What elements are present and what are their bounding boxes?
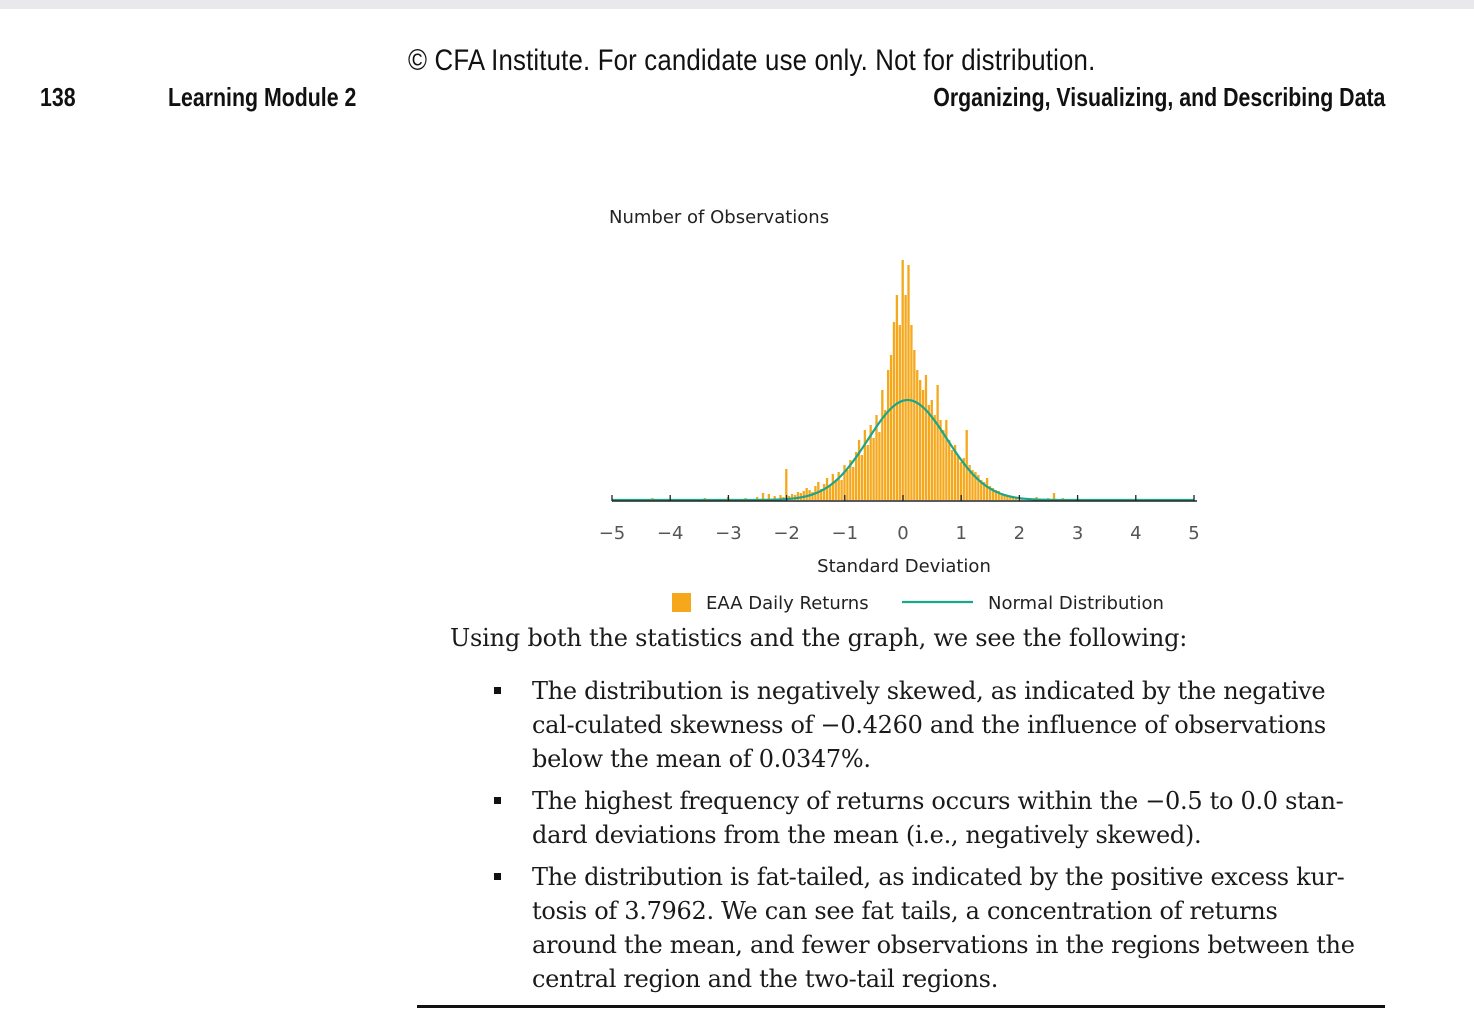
histogram-bar — [861, 455, 863, 500]
histogram-bar — [951, 450, 953, 500]
histogram-bar — [852, 467, 854, 500]
histogram-bars — [640, 260, 1090, 500]
histogram-bar — [945, 420, 947, 500]
legend-label-eaa: EAA Daily Returns — [706, 593, 869, 614]
bullet-square-icon — [494, 873, 501, 880]
intro-paragraph: Using both the statistics and the graph, we see the following: — [450, 624, 1188, 652]
finding-text: The highest frequency of returns occurs within the −0.5 to 0.0 stan-dard deviations from the mean (i.e., negatively skewed). — [532, 787, 1344, 849]
histogram-bar — [884, 410, 886, 500]
histogram-bar — [806, 488, 808, 500]
x-tick-label: −2 — [773, 523, 800, 544]
histogram-bar — [942, 430, 944, 500]
histogram-bar — [890, 355, 892, 500]
x-tick-label: 5 — [1188, 523, 1200, 544]
finding-skewness — [492, 674, 1362, 776]
x-tick-label: 1 — [955, 523, 967, 544]
histogram-bar — [872, 438, 874, 500]
histogram-bar — [925, 375, 927, 500]
histogram-bar — [936, 385, 938, 500]
finding-text: The distribution is negatively skewed, as indicated by the negative cal-culated skewness of −0.4260 and the influence of observations below the mean of 0.0347%. — [532, 677, 1326, 773]
x-tick-label: −3 — [715, 523, 742, 544]
histogram-bar — [858, 440, 860, 500]
y-axis-label: Number of Observations — [609, 207, 830, 228]
histogram-bar — [835, 481, 837, 500]
histogram-bar — [887, 370, 889, 500]
histogram-bar — [840, 480, 842, 500]
finding-text: The distribution is fat-tailed, as indicated by the positive excess kur-tosis of 3.7962. We can see fat tails, a concentration of returns around the mean, and fewer observations in the regions between the central region and the two-tail regions. — [532, 863, 1355, 993]
histogram-bar — [919, 380, 921, 500]
histogram-bar — [928, 405, 930, 500]
page-bottom-rule — [417, 1005, 1385, 1008]
histogram-bar — [896, 295, 898, 500]
x-tick-label: −5 — [598, 523, 626, 544]
x-tick-label: 2 — [1013, 523, 1026, 544]
x-tick-label: −4 — [656, 523, 684, 544]
histogram-bar — [846, 470, 848, 500]
bullet-square-icon — [494, 687, 501, 694]
histogram-bar — [957, 455, 959, 500]
histogram-bar — [881, 390, 883, 500]
histogram-bar — [910, 325, 912, 500]
x-tick-label: −1 — [831, 523, 859, 544]
histogram-bar — [893, 322, 895, 500]
histogram-bar — [829, 486, 831, 500]
legend-label-normal: Normal Distribution — [988, 593, 1164, 614]
histogram-bar — [913, 350, 915, 500]
x-axis-label: Standard Deviation — [817, 556, 991, 577]
page-number: 138 — [40, 82, 76, 112]
histogram-bar — [878, 432, 880, 500]
histogram-bar — [902, 260, 904, 500]
histogram-bar — [907, 265, 909, 500]
histogram-bar — [867, 445, 869, 500]
x-tick-label: 4 — [1130, 523, 1142, 544]
x-axis-tick-labels — [599, 523, 1200, 544]
copyright-notice: © CFA Institute. For candidate use only. Not for distribution. — [408, 44, 1096, 77]
section-title: Organizing, Visualizing, and Describing Data — [932, 82, 1385, 112]
histogram-bar — [904, 295, 906, 500]
x-tick-label: 3 — [1071, 523, 1084, 544]
histogram-bar — [960, 462, 962, 500]
histogram-bar — [986, 478, 988, 500]
bullet-square-icon — [494, 797, 501, 804]
histogram-bar — [803, 491, 805, 500]
finding-highest-frequency — [492, 784, 1362, 852]
histogram-bar — [832, 474, 834, 500]
findings-list — [492, 674, 1362, 1004]
histogram-bar — [934, 415, 936, 500]
finding-fat-tails — [492, 860, 1362, 996]
legend-swatch-eaa — [672, 593, 691, 612]
legend — [672, 593, 1164, 614]
histogram-bar — [864, 430, 866, 500]
histogram-bar — [948, 440, 950, 500]
histogram-bar — [899, 325, 901, 500]
x-tick-label: 0 — [897, 523, 909, 544]
histogram-bar — [916, 370, 918, 500]
module-title: Learning Module 2 — [168, 82, 357, 112]
histogram-bar — [823, 484, 825, 500]
